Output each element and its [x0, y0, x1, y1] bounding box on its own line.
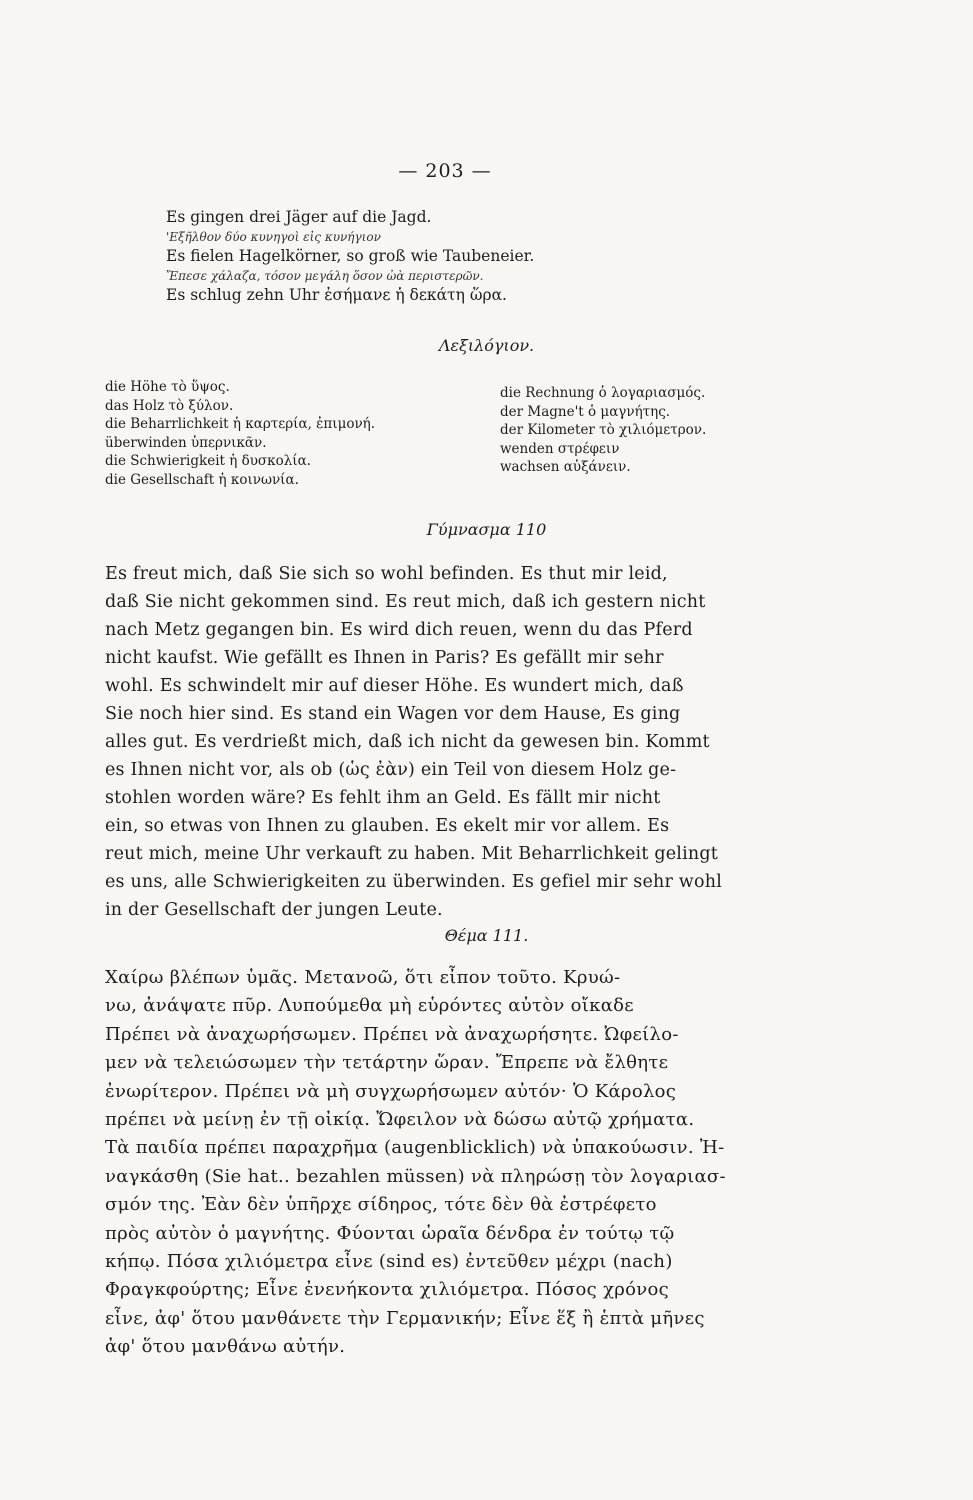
vocab-list-left: [105, 378, 435, 489]
exercise-line: es uns, alle Schwierigkeiten zu überwinden. Es gefiel mir sehr wohl: [105, 872, 722, 892]
page-number: — 203 —: [398, 160, 492, 182]
theme-line: Φραγκφούρτης; Εἶνε ἐνενήκοντα χιλιόμετρα. Πόσος χρόνος: [105, 1279, 670, 1301]
intro-line: Es gingen drei Jäger auf die Jagd.: [166, 208, 432, 226]
vocab-entry: wachsen αὐξάνειν.: [500, 459, 631, 475]
vocab-entry: wenden στρέφειν: [500, 440, 620, 457]
exercise-paragraph: [105, 560, 795, 924]
exercise-line: reut mich, meine Uhr verkauft zu haben. Mit Beharrlichkeit gelingt: [105, 844, 719, 864]
exercise-heading: Γύμνασμα 110: [426, 520, 547, 539]
exercise-line: Sie noch hier sind. Es stand ein Wagen vor dem Hause, Es ging: [105, 704, 681, 724]
theme-line: Πρέπει νὰ ἀναχωρήσωμεν. Πρέπει νὰ ἀναχωρήσητε. Ὠφείλο-: [105, 1023, 679, 1045]
vocab-entry: das Holz τὸ ξύλον.: [105, 397, 234, 414]
intro-line: Ἔπεσε χάλαζα, τόσον μεγάλη ὅσον ὠὰ περιστερῶν.: [166, 269, 484, 283]
vocab-entry: die Rechnung ὁ λογαριασμός.: [500, 385, 706, 401]
exercise-line: nach Metz gegangen bin. Es wird dich reuen, wenn du das Pferd: [105, 620, 693, 640]
exercise-line: wohl. Es schwindelt mir auf dieser Höhe. Es wundert mich, daß: [105, 676, 684, 696]
theme-line: ἐνωρίτερον. Πρέπει νὰ μὴ συγχωρήσωμεν αὐτόν· Ὁ Κάρολος: [105, 1080, 677, 1102]
exercise-line: Es freut mich, daß Sie sich so wohl befinden. Es thut mir leid,: [105, 564, 668, 584]
theme-line: πρέπει νὰ μείνῃ ἐν τῇ οἰκίᾳ. Ὤφειλον νὰ δώσω αὐτῷ χρήματα.: [105, 1109, 695, 1131]
vocab-entry: die Höhe τὸ ὕψος.: [105, 379, 230, 395]
vocab-heading: Λεξιλόγιον.: [438, 336, 535, 355]
exercise-line: alles gut. Es verdrießt mich, daß ich nicht da gewesen bin. Kommt: [105, 732, 710, 752]
exercise-line: stohlen worden wäre? Es fehlt ihm an Geld. Es fällt mir nicht: [105, 788, 661, 808]
vocab-entry: die Schwierigkeit ἡ δυσκολία.: [105, 453, 311, 469]
intro-line: 'Εξῆλθον δύο κυνηγοὶ εἰς κυνήγιον: [166, 230, 381, 244]
theme-line: Χαίρω βλέπων ὑμᾶς. Μετανοῶ, ὅτι εἶπον τοῦτο. Κρυώ-: [105, 967, 621, 988]
exercise-line: daß Sie nicht gekommen sind. Es reut mich, daß ich gestern nicht: [105, 592, 706, 612]
vocab-entry: überwinden ὑπερνικᾶν.: [105, 434, 267, 451]
theme-line: σμόν της. Ἐὰν δὲν ὑπῆρχε σίδηρος, τότε δὲν θὰ ἐστρέφετο: [105, 1194, 657, 1216]
theme-line: πρὸς αὐτὸν ὁ μαγνήτης. Φύονται ὡραῖα δένδρα ἐν τούτῳ τῷ: [105, 1222, 675, 1244]
vocab-entry: die Gesellschaft ἡ κοινωνία.: [105, 471, 299, 488]
theme-heading: Θέμα 111.: [444, 926, 529, 945]
exercise-line: in der Gesellschaft der jungen Leute.: [105, 900, 443, 920]
vocab-entry: die Beharrlichkeit ἡ καρτερία, ἐπιμονή.: [105, 416, 376, 432]
intro-line: Es schlug zehn Uhr ἐσήμανε ἡ δεκάτη ὥρα.: [166, 286, 507, 304]
theme-line: νω, ἀνάψατε πῦρ. Λυπούμεθα μὴ εὑρόντες αὐτὸν οἴκαδε: [105, 995, 634, 1017]
vocab-list-right: [500, 384, 880, 477]
exercise-line: nicht kaufst. Wie gefällt es Ihnen in Paris? Es gefällt mir sehr: [105, 648, 664, 668]
theme-paragraph: [105, 964, 795, 1362]
vocab-entry: der Magne't ὁ μαγνήτης.: [500, 403, 671, 420]
theme-line: ἀφ' ὅτου μανθάνω αὐτήν.: [105, 1336, 346, 1358]
exercise-line: es Ihnen nicht vor, als ob (ὡς ἐὰν) ein Teil von diesem Holz ge-: [105, 760, 677, 780]
theme-line: Τὰ παιδία πρέπει παραχρῆμα (augenblicklich) νὰ ὑπακούωσιν. Ἠ-: [105, 1137, 725, 1159]
intro-sentences: [166, 206, 886, 307]
exercise-line: ein, so etwas von Ihnen zu glauben. Es ekelt mir vor allem. Es: [105, 816, 670, 836]
theme-line: κήπῳ. Πόσα χιλιόμετρα εἶνε (sind es) ἐντεῦθεν μέχρι (nach): [105, 1251, 673, 1273]
intro-line: Es fielen Hagelkörner, so groß wie Taubeneier.: [166, 247, 535, 265]
vocab-entry: der Kilometer τὸ χιλιόμετρον.: [500, 422, 707, 438]
theme-line: ναγκάσθη (Sie hat.. bezahlen müssen) νὰ πληρώσῃ τὸν λογαριασ-: [105, 1165, 726, 1187]
theme-line: εἶνε, ἀφ' ὅτου μανθάνετε τὴν Γερμανικήν; Εἶνε ἕξ ἢ ἑπτὰ μῆνες: [105, 1307, 705, 1329]
theme-line: μεν νὰ τελειώσωμεν τὴν τετάρτην ὥραν. Ἔπρεπε νὰ ἔλθητε: [105, 1052, 669, 1074]
